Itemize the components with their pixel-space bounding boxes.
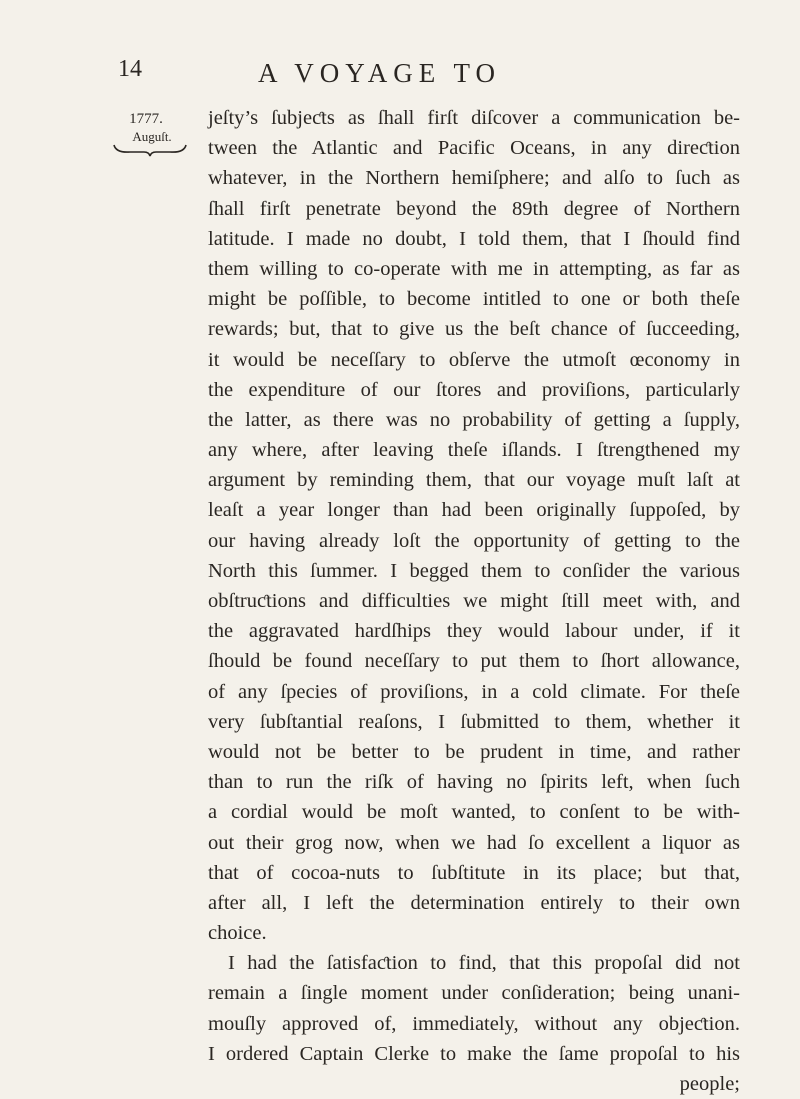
text-line: remain a ſingle moment under conſideration; being unani- <box>208 982 740 1005</box>
text-line: might be poſſible, to become intitled to one or both theſe <box>208 288 740 311</box>
text-line: it would be neceſſary to obſerve the utmoſt œconomy in <box>208 348 740 371</box>
text-line: leaſt a year longer than had been originally ſuppoſed, by <box>208 499 740 522</box>
text-line: argument by reminding them, that our voyage muſt laſt at <box>208 469 740 492</box>
running-head: A VOYAGE TO <box>258 58 502 88</box>
margin-brace-ornament <box>112 143 188 157</box>
margin-date-month: Auguſt. <box>132 129 172 144</box>
catchword: people; <box>679 1073 740 1095</box>
text-line: that of cocoa-nuts to ſubſtitute in its place; but that, <box>208 861 740 884</box>
text-line: jeſty’s ſubjeƈts as ſhall firſt diſcover a communication be- <box>208 107 740 129</box>
text-line: ſhall firſt penetrate beyond the 89th degree of Northern <box>208 197 740 220</box>
text-line: rewards; but, that to give us the beſt chance of ſucceeding, <box>208 318 740 341</box>
text-line: of any ſpecies of proviſions, in a cold climate. For theſe <box>208 680 740 703</box>
text-line: our having already loſt the opportunity of getting to the <box>208 529 740 552</box>
text-line: mouſly approved of, immediately, without any objeƈtion. <box>208 1012 740 1035</box>
page-number: 14 <box>118 56 142 82</box>
text-line: a cordial would be moſt wanted, to conſent to be with- <box>208 801 740 824</box>
text-line: North this ſummer. I begged them to conſider the various <box>208 559 740 582</box>
text-line: any where, after leaving theſe iſlands. I ſtrengthened my <box>208 439 740 462</box>
text-line: the expenditure of our ſtores and proviſions, particularly <box>208 378 740 401</box>
margin-date-year: 1777. <box>129 111 163 127</box>
text-line: latitude. I made no doubt, I told them, that I ſhould find <box>208 227 740 250</box>
text-line: the latter, as there was no probability of getting a ſupply, <box>208 408 740 431</box>
text-line: obſtruƈtions and difficulties we might ſtill meet with, and <box>208 590 740 612</box>
text-line: very ſubſtantial reaſons, I ſubmitted to them, whether it <box>208 710 740 733</box>
text-line: them willing to co-operate with me in attempting, as far as <box>208 257 740 280</box>
text-line: I had the ſatisfaƈtion to find, that this propoſal did not <box>228 952 740 975</box>
text-line: would not be better to be prudent in time, and rather <box>208 740 740 763</box>
text-line: choice. <box>208 922 267 945</box>
text-line: I ordered Captain Clerke to make the ſame propoſal to his <box>208 1042 740 1065</box>
text-line: whatever, in the Northern hemiſphere; and alſo to ſuch as <box>208 167 740 190</box>
text-line: the aggravated hardſhips they would labour under, if it <box>208 620 740 643</box>
text-line: out their grog now, when we had ſo excellent a liquor as <box>208 831 740 854</box>
text-line: ſhould be found neceſſary to put them to ſhort allowance, <box>208 650 740 673</box>
body-text <box>208 103 740 1099</box>
text-line: than to run the riſk of having no ſpirits left, when ſuch <box>208 771 740 794</box>
text-line: after all, I left the determination entirely to their own <box>208 891 740 914</box>
text-line: tween the Atlantic and Pacific Oceans, in any direƈtion <box>208 137 740 160</box>
